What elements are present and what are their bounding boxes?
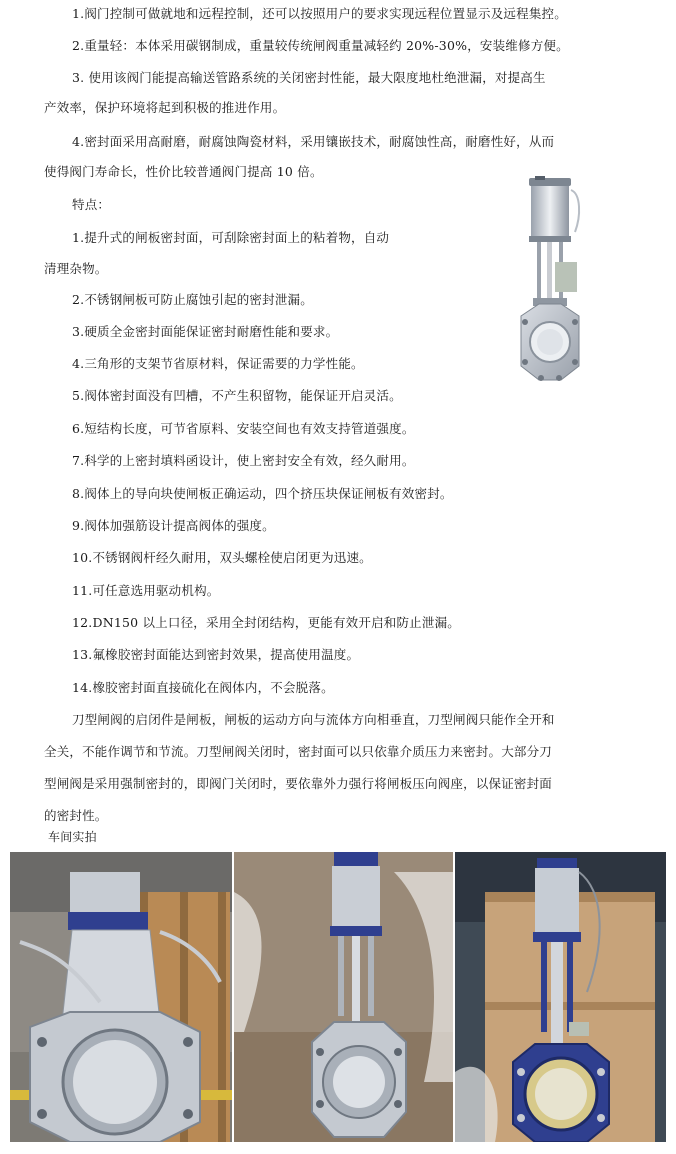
feature-item-13: 13.氟橡胶密封面能达到密封效果，提高使用温度。 [72, 647, 360, 662]
feature-item-1-cont: 清理杂物。 [44, 261, 108, 276]
feature-item-2: 2.不锈钢闸板可防止腐蚀引起的密封泄漏。 [72, 292, 313, 307]
paragraph-remote-control: 1.阀门控制可做就地和远程控制，还可以按照用户的要求实现远程位置显示及远程集控。 [72, 6, 567, 21]
paragraph-light-weight: 2.重量轻：本体采用碳钢制成，重量较传统闸阀重量减轻约 20%-30%，安装维修方便。 [72, 38, 569, 53]
summary-line-1: 刀型闸阀的启闭件是闸板，闸板的运动方向与流体方向相垂直，刀型闸阀只能作全开和 [72, 712, 555, 727]
feature-item-7: 7.科学的上密封填料函设计，使上密封安全有效，经久耐用。 [72, 453, 415, 468]
features-heading: 特点： [72, 197, 111, 212]
paragraph-ceramic-seal: 4.密封面采用高耐磨，耐腐蚀陶瓷材料，采用镶嵌技术，耐腐蚀性高，耐磨性好，从而 [72, 134, 555, 149]
pneumatic-knife-gate-valve-illustration [515, 176, 585, 388]
feature-item-8: 8.阀体上的导向块使闸板正确运动，四个挤压块保证闸板有效密封。 [72, 486, 453, 501]
summary-line-2: 全关，不能作调节和节流。刀型闸阀关闭时，密封面可以只依靠介质压力来密封。大部分刀 [44, 744, 553, 759]
feature-item-9: 9.阀体加强筋设计提高阀体的强度。 [72, 518, 275, 533]
feature-item-10: 10.不锈钢阀杆经久耐用，双头螺栓使启闭更为迅速。 [72, 550, 372, 565]
feature-item-12: 12.DN150 以上口径，采用全封闭结构，更能有效开启和防止泄漏。 [72, 615, 460, 630]
feature-item-6: 6.短结构长度，可节省原料、安装空间也有效支持管道强度。 [72, 421, 415, 436]
feature-item-5: 5.阀体密封面没有凹槽，不产生积留物，能保证开启灵活。 [72, 388, 402, 403]
feature-item-14: 14.橡胶密封面直接硫化在阀体内，不会脱落。 [72, 680, 334, 695]
summary-line-4: 的密封性。 [44, 808, 108, 823]
actuated-valve-photo [234, 852, 453, 1142]
summary-line-3: 型闸阀是采用强制密封的，即阀门关闭时，要依靠外力强行将闸板压向阀座，以保证密封面 [44, 776, 553, 791]
feature-item-4: 4.三角形的支架节省原材料，保证需要的力学性能。 [72, 356, 364, 371]
workshop-caption: 车间实拍 [48, 830, 97, 844]
paragraph-ceramic-seal-cont: 使得阀门寿命长，性价比较普通阀门提高 10 倍。 [44, 164, 323, 179]
feature-item-11: 11.可任意选用驱动机构。 [72, 583, 220, 598]
feature-item-1: 1.提升式的闸板密封面，可刮除密封面上的粘着物，自动 [72, 230, 390, 245]
paragraph-sealing-performance: 3. 使用该阀门能提高输送管路系统的关闭密封性能，最大限度地杜绝泄漏，对提高生 [72, 70, 546, 85]
paragraph-sealing-performance-cont: 产效率，保护环境将起到积极的推进作用。 [44, 100, 286, 115]
blue-valve-photo [455, 852, 666, 1142]
stainless-valve-photo [10, 852, 232, 1142]
feature-item-3: 3.硬质全金密封面能保证密封耐磨性能和要求。 [72, 324, 339, 339]
